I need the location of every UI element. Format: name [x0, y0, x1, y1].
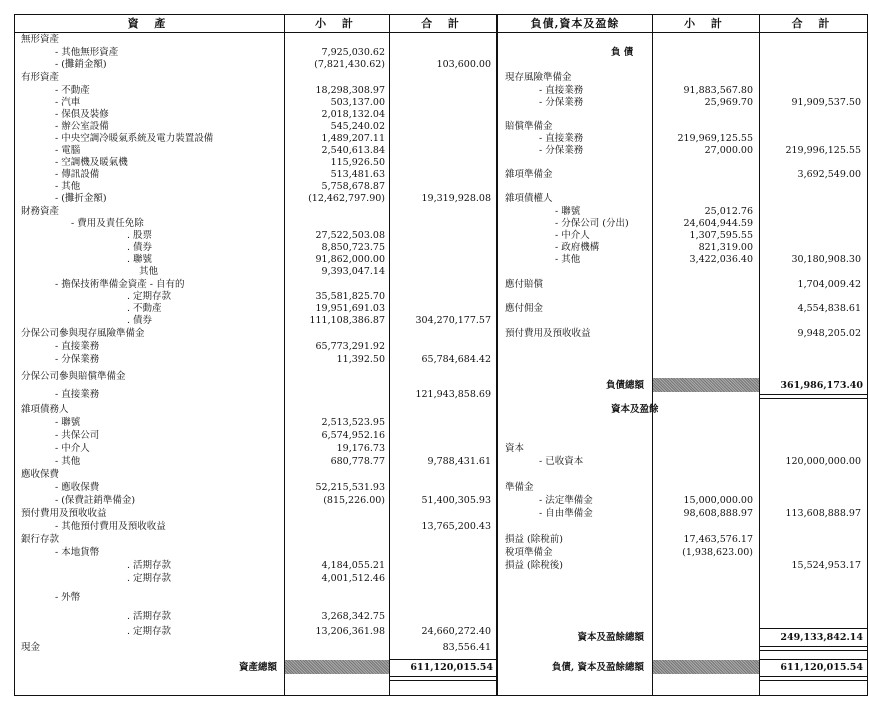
- ledger-row: [499, 145, 867, 157]
- subtotal-value: 18,298,308.97: [315, 85, 385, 96]
- row-label: - 直接業務: [55, 389, 100, 400]
- subtotal-value: 1,489,207.11: [321, 133, 385, 144]
- row-label: - 其他: [555, 254, 581, 265]
- row-label: 準備金: [505, 482, 534, 493]
- ledger-row: [15, 404, 496, 416]
- subtotal-value: 111,108,386.87: [309, 315, 385, 326]
- grand-total-value: 611,120,015.54: [780, 662, 863, 673]
- ledger-row: [499, 121, 867, 133]
- subtotal-value: (12,462,797.90): [308, 193, 385, 204]
- total-value: 103,600.00: [436, 59, 491, 70]
- row-label: - 其他無形資產: [55, 47, 119, 58]
- subtotal-value: (7,821,430.62): [314, 59, 385, 70]
- row-label: - (保費註銷準備金): [55, 495, 136, 506]
- subtotal-value: 513,481.63: [330, 169, 385, 180]
- row-label: - 共保公司: [55, 430, 100, 441]
- row-label: - 電腦: [55, 145, 81, 156]
- ledger-row: [15, 97, 496, 109]
- ledger-row: [499, 169, 867, 181]
- total-value: 83,556.41: [442, 642, 491, 653]
- liab-total-value: 361,986,173.40: [780, 380, 863, 391]
- ledger-row: [15, 121, 496, 133]
- ledger-row: [15, 508, 496, 520]
- ledger-row: [499, 547, 867, 559]
- assets-total-underline: [390, 676, 496, 681]
- liab-total-underline: [760, 394, 867, 399]
- ledger-row: [15, 254, 496, 266]
- row-label: . 定期存款: [127, 626, 172, 637]
- ledger-row: [499, 404, 867, 416]
- subtotal-value: 19,176.73: [336, 443, 385, 454]
- capital-total-overline: [760, 628, 867, 629]
- row-label: . 不動產: [127, 303, 162, 314]
- ledger-row: [499, 254, 867, 266]
- total-value: 113,608,888.97: [785, 508, 861, 519]
- subtotal-value: 2,513,523.95: [321, 417, 385, 428]
- row-label: . 活期存款: [127, 560, 172, 571]
- total-value: 65,784,684.42: [421, 354, 491, 365]
- subtotal-value: 11,392.50: [336, 354, 385, 365]
- subtotal-value: 25,969.70: [704, 97, 753, 108]
- ledger-row: [15, 560, 496, 572]
- ledger-row: [15, 328, 496, 340]
- row-label: 資本及盈餘: [611, 404, 659, 415]
- row-label: 損益 (除稅前): [505, 534, 563, 545]
- header-liabilities: 負債,資本及盈餘: [530, 17, 620, 30]
- row-label: 雜項債權人: [505, 193, 553, 204]
- ledger-row: [15, 456, 496, 468]
- row-label: - 擔保技術準備金資產 - 自有的: [55, 279, 185, 290]
- header-total-left: 合 計: [421, 17, 465, 30]
- row-label: - (攤銷金額): [55, 59, 107, 70]
- row-label: 分保公司參與賠償準備金: [21, 371, 126, 382]
- row-label: . 債券: [127, 242, 153, 253]
- total-value: 121,943,858.69: [415, 389, 491, 400]
- ledger-row: [15, 181, 496, 193]
- row-label: . 聯號: [127, 254, 153, 265]
- subtotal-value: 545,240.02: [330, 121, 385, 132]
- row-label: - 費用及責任免除: [71, 218, 144, 229]
- row-label: - 分保公司 (分出): [555, 218, 629, 229]
- subtotal-value: 4,184,055.21: [321, 560, 385, 571]
- subtotal-value: 219,969,125.55: [677, 133, 753, 144]
- subtotal-value: (1,938,623.00): [682, 547, 753, 558]
- row-label: - (攤折金額): [55, 193, 107, 204]
- subtotal-value: 7,925,030.62: [321, 47, 385, 58]
- row-label: 銀行存款: [21, 534, 60, 545]
- subtotal-value: 3,268,342.75: [321, 611, 385, 622]
- assets-total-label: 資產總額: [238, 662, 277, 673]
- subtotal-value: 65,773,291.92: [315, 341, 385, 352]
- ledger-row: [15, 133, 496, 145]
- row-label: 財務資產: [21, 206, 60, 217]
- row-label: 其他: [139, 266, 159, 277]
- subtotal-value: 9,393,047.14: [321, 266, 385, 277]
- ledger-row: [15, 266, 496, 278]
- subtotal-value: 91,862,000.00: [315, 254, 385, 265]
- total-value: 30,180,908.30: [791, 254, 861, 265]
- row-label: - 中介人: [55, 443, 90, 454]
- header-subtotal-right: 小 計: [684, 17, 728, 30]
- subtotal-value: (815,226.00): [323, 495, 385, 506]
- ledger-row: [15, 34, 496, 46]
- ledger-row: [499, 560, 867, 572]
- subtotal-value: 35,581,825.70: [315, 291, 385, 302]
- ledger-row: [15, 218, 496, 230]
- subtotal-value: 821,319.00: [698, 242, 753, 253]
- row-label: - 應收保費: [55, 482, 100, 493]
- total-value: 219,996,125.55: [785, 145, 861, 156]
- subtotal-value: 8,850,723.75: [321, 242, 385, 253]
- col-divider: [652, 15, 653, 695]
- ledger-row: [15, 592, 496, 604]
- subtotal-value: 52,215,531.93: [315, 482, 385, 493]
- capital-total-value: 249,133,842.14: [780, 632, 863, 643]
- total-value: 91,909,537.50: [791, 97, 861, 108]
- row-label: . 股票: [127, 230, 153, 241]
- row-label: - 中介人: [555, 230, 590, 241]
- ledger-row: [15, 371, 496, 383]
- ledger-row: [499, 206, 867, 218]
- subtotal-value: 27,522,503.08: [315, 230, 385, 241]
- row-label: 雜項準備金: [505, 169, 553, 180]
- total-value: 4,554,838.61: [797, 303, 861, 314]
- total-value: 51,400,305.93: [421, 495, 491, 506]
- ledger-row: [15, 47, 496, 59]
- ledger-row: [15, 534, 496, 546]
- subtotal-value: 25,012.76: [704, 206, 753, 217]
- ledger-row: [15, 169, 496, 181]
- ledger-row: [499, 97, 867, 109]
- row-label: 預付費用及預收收益: [21, 508, 107, 519]
- total-value: 24,660,272.40: [421, 626, 491, 637]
- ledger-row: [499, 279, 867, 291]
- ledger-row: [15, 145, 496, 157]
- ledger-row: [15, 443, 496, 455]
- subtotal-value: 5,758,678.87: [321, 181, 385, 192]
- ledger-row: [15, 193, 496, 205]
- row-label: 有形資產: [21, 72, 60, 83]
- subtotal-value: 4,001,512.46: [321, 573, 385, 584]
- subtotal-value: 98,608,888.97: [683, 508, 753, 519]
- row-label: . 定期存款: [127, 573, 172, 584]
- col-divider: [759, 15, 760, 695]
- row-label: . 債券: [127, 315, 153, 326]
- ledger-row: [15, 242, 496, 254]
- header-assets: 資 產: [127, 17, 172, 30]
- row-label: - 中央空調冷暖氣系統及電力裝置設備: [55, 133, 214, 144]
- subtotal-value: 6,574,952.16: [321, 430, 385, 441]
- ledger-row: [499, 482, 867, 494]
- ledger-row: [15, 389, 496, 401]
- ledger-row: [15, 157, 496, 169]
- ledger-row: [15, 59, 496, 71]
- row-label: 損益 (除稅後): [505, 560, 563, 571]
- liab-total-label: 負債總額: [605, 380, 644, 391]
- ledger-row: [499, 303, 867, 315]
- row-label: - 傳訊設備: [55, 169, 100, 180]
- ledger-row: [499, 47, 867, 59]
- grand-total-shade: [653, 660, 759, 674]
- row-label: - 自由準備金: [539, 508, 593, 519]
- row-label: - 其他預付費用及預收收益: [55, 521, 166, 532]
- total-value: 9,948,205.02: [797, 328, 861, 339]
- ledger-row: [15, 72, 496, 84]
- row-label: - 聯號: [555, 206, 581, 217]
- row-label: 預付費用及預收收益: [505, 328, 591, 339]
- ledger-row: [15, 482, 496, 494]
- ledger-row: [15, 206, 496, 218]
- row-label: - 辦公室設備: [55, 121, 109, 132]
- row-label: - 政府機構: [555, 242, 600, 253]
- row-label: 應收保費: [21, 469, 60, 480]
- ledger-row: [499, 133, 867, 145]
- ledger-row: [15, 303, 496, 315]
- subtotal-value: 27,000.00: [704, 145, 753, 156]
- ledger-row: [499, 85, 867, 97]
- row-label: - 汽車: [55, 97, 81, 108]
- ledger-row: [15, 354, 496, 366]
- subtotal-value: 1,307,595.55: [689, 230, 753, 241]
- subtotal-value: 115,926.50: [330, 157, 385, 168]
- ledger-row: [15, 279, 496, 291]
- row-label: - 其他: [55, 181, 81, 192]
- row-label: - 其他: [55, 456, 81, 467]
- row-label: - 分保業務: [55, 354, 100, 365]
- ledger-row: [499, 218, 867, 230]
- ledger-row: [499, 72, 867, 84]
- subtotal-value: 2,018,132.04: [321, 109, 385, 120]
- subtotal-value: 503,137.00: [330, 97, 385, 108]
- row-label: 負 債: [611, 47, 634, 58]
- ledger-row: [15, 642, 496, 654]
- header-rule: [15, 32, 867, 33]
- total-value: 19,319,928.08: [421, 193, 491, 204]
- assets-total-shade: [285, 660, 389, 674]
- ledger-row: [15, 230, 496, 242]
- total-value: 9,788,431.61: [427, 456, 491, 467]
- assets-total-value: 611,120,015.54: [410, 662, 493, 673]
- row-label: - 分保業務: [539, 97, 584, 108]
- liab-total-shade: [653, 378, 759, 392]
- subtotal-value: 17,463,576.17: [683, 534, 753, 545]
- subtotal-value: 19,951,691.03: [315, 303, 385, 314]
- row-label: - 保俱及裝修: [55, 109, 109, 120]
- subtotal-value: 680,778.77: [330, 456, 385, 467]
- total-value: 13,765,200.43: [421, 521, 491, 532]
- row-label: - 已收資本: [539, 456, 584, 467]
- total-value: 15,524,953.17: [791, 560, 861, 571]
- ledger-row: [15, 573, 496, 585]
- row-label: 雜項債務人: [21, 404, 69, 415]
- balance-sheet-frame: [14, 14, 868, 696]
- subtotal-value: 91,883,567.80: [683, 85, 753, 96]
- ledger-row: [15, 611, 496, 623]
- capital-total-underline: [760, 646, 867, 651]
- row-label: 現存風險準備金: [505, 72, 572, 83]
- ledger-row: [499, 242, 867, 254]
- row-label: 應付佣金: [505, 303, 544, 314]
- row-label: . 活期存款: [127, 611, 172, 622]
- row-label: 無形資產: [21, 34, 60, 45]
- row-label: - 分保業務: [539, 145, 584, 156]
- row-label: 資本: [505, 443, 525, 454]
- ledger-row: [499, 508, 867, 520]
- ledger-row: [15, 547, 496, 559]
- ledger-row: [15, 521, 496, 533]
- subtotal-value: 3,422,036.40: [689, 254, 753, 265]
- row-label: 賠償準備金: [505, 121, 553, 132]
- assets-total-overline: [390, 659, 496, 660]
- ledger-row: [499, 456, 867, 468]
- row-label: 現金: [21, 642, 41, 653]
- row-label: - 聯號: [55, 417, 81, 428]
- row-label: - 外幣: [55, 592, 81, 603]
- ledger-row: [499, 328, 867, 340]
- row-label: - 不動產: [55, 85, 90, 96]
- ledger-row: [15, 291, 496, 303]
- ledger-row: [15, 109, 496, 121]
- ledger-row: [15, 430, 496, 442]
- row-label: - 直接業務: [539, 85, 584, 96]
- grand-total-label: 負債, 資本及盈餘總額: [551, 662, 644, 673]
- ledger-row: [15, 341, 496, 353]
- row-label: 稅項準備金: [505, 547, 553, 558]
- total-value: 120,000,000.00: [785, 456, 861, 467]
- subtotal-value: 13,206,361.98: [315, 626, 385, 637]
- row-label: 應付賠償: [505, 279, 544, 290]
- total-value: 1,704,009.42: [797, 279, 861, 290]
- grand-total-overline: [760, 659, 867, 660]
- ledger-row: [499, 193, 867, 205]
- center-divider: [496, 15, 498, 695]
- header-subtotal-left: 小 計: [315, 17, 359, 30]
- row-label: - 法定準備金: [539, 495, 593, 506]
- capital-total-label: 資本及盈餘總額: [577, 632, 644, 643]
- ledger-row: [15, 417, 496, 429]
- ledger-row: [15, 469, 496, 481]
- ledger-row: [15, 85, 496, 97]
- ledger-row: [499, 534, 867, 546]
- ledger-row: [499, 230, 867, 242]
- grand-total-underline: [760, 676, 867, 681]
- ledger-row: [499, 495, 867, 507]
- total-value: 304,270,177.57: [415, 315, 491, 326]
- header-total-right: 合 計: [791, 17, 836, 30]
- ledger-row: [15, 315, 496, 327]
- total-value: 3,692,549.00: [797, 169, 861, 180]
- row-label: - 空調機及暖氣機: [55, 157, 128, 168]
- ledger-row: [499, 443, 867, 455]
- subtotal-value: 15,000,000.00: [683, 495, 753, 506]
- row-label: - 本地貨幣: [55, 547, 100, 558]
- row-label: - 直接業務: [539, 133, 584, 144]
- row-label: - 直接業務: [55, 341, 100, 352]
- subtotal-value: 24,604,944.59: [683, 218, 753, 229]
- ledger-row: [15, 626, 496, 638]
- ledger-row: [15, 495, 496, 507]
- subtotal-value: 2,540,613.84: [321, 145, 385, 156]
- row-label: . 定期存款: [127, 291, 172, 302]
- row-label: 分保公司參與現存風險準備金: [21, 328, 145, 339]
